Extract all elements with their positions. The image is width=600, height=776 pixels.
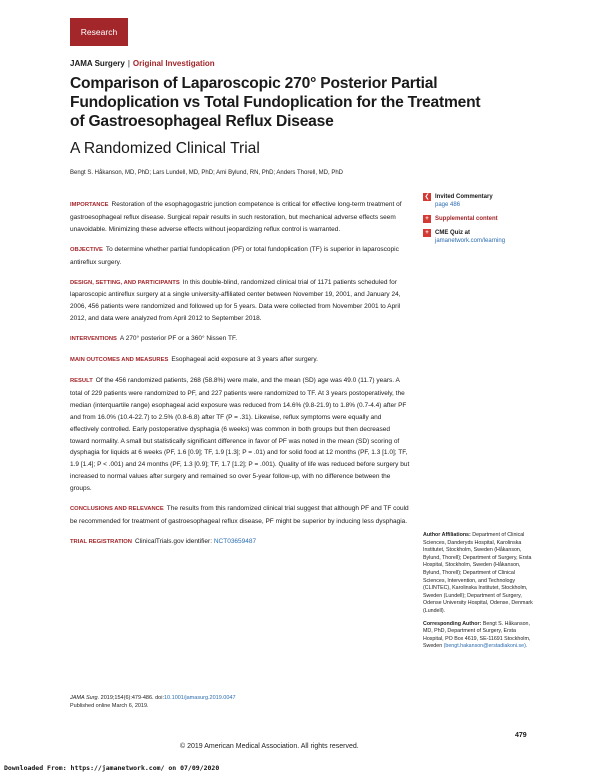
affiliations-heading: Author Affiliations: [423, 532, 471, 538]
invited-commentary-link[interactable] [423, 193, 533, 209]
sidebar-links [423, 193, 533, 251]
author-affiliations [423, 532, 535, 656]
doi-link[interactable]: 10.1001/jamasurg.2019.0047 [163, 695, 236, 701]
copyright: © 2019 American Medical Association. All rights reserved. [180, 743, 359, 750]
section-text: Esophageal acid exposure at 3 years after surgery. [171, 356, 318, 364]
article-type: Original Investigation [132, 59, 215, 68]
abstract-registration [70, 536, 410, 549]
journal-line [70, 59, 215, 68]
commentary-icon: ❮ [424, 194, 430, 200]
section-label: TRIAL REGISTRATION [70, 538, 132, 545]
email-link[interactable]: (bengt.hakanson@erstadiakoni.se). [443, 643, 528, 650]
abstract-conclusions [70, 503, 410, 528]
cme-quiz-link[interactable] [423, 229, 533, 245]
section-label: DESIGN, SETTING, AND PARTICIPANTS [70, 279, 180, 286]
section-label: CONCLUSIONS AND RELEVANCE [70, 506, 164, 513]
section-text: In this double-blind, randomized clinical trial of 1171 patients scheduled for laparoscopic antireflux surgery at a single university-affiliated center between November 19, 2001, and January 24, 2006, 456 patients were randomized and followed up for 5 years. Data were collected from November 2001 to April 2012, and data were analyzed from April 2012 to September 2018. [70, 278, 401, 323]
cme-quiz-url[interactable]: jamanetwork.com/learning [435, 238, 506, 244]
abstract-objective [70, 244, 410, 269]
section-text: ClinicalTrials.gov identifier: [134, 537, 213, 545]
abstract-outcomes [70, 354, 410, 367]
citation-block [70, 694, 236, 710]
citation-ref: 2019;154(6):479-486. doi: [100, 695, 164, 701]
citation-line [70, 694, 236, 702]
article-title: Comparison of Laparoscopic 270° Posterior Partial Fundoplication vs Total Fundoplication for the Treatment of Gastroesophageal Reflux Disease [70, 75, 481, 130]
abstract-importance [70, 199, 410, 236]
abstract [70, 199, 410, 557]
published-date: Published online March 6, 2019. [70, 703, 149, 709]
journal-name: JAMA Surgery [70, 59, 125, 68]
section-label: INTERVENTIONS [70, 336, 117, 343]
plus-icon: + [423, 229, 431, 237]
section-badge: Research [70, 18, 128, 46]
corresponding-text: Bengt S. Håkanson, MD, PhD, Department of Surgery, Ersta Hospital, PO Box 4619, SE-11691 Stockholm, Sweden [423, 620, 531, 650]
section-text: Restoration of the esophagogastric junction competence is critical for effective long-term treatment of gastroesophageal reflux disease. Surgical repair results in such restoration, but mechanical adverse effects seem unavoidable. Minimizing these adverse effects without jeopardizing reflux control is warranted. [70, 201, 402, 233]
download-stamp: Downloaded From: https://jamanetwork.com/ on 07/09/2020 [4, 764, 220, 772]
affiliations-text: Department of Clinical Sciences, Danderyds Hospital, Karolinska Institutet, Stockholm, Sweden (Håkanson, Bylund, Thorell); Department of Surgery, Ersta Hospital, Stockholm, Sweden (Håkanson, Bylund, Thorell); Department of Clinical Sciences, Intervention, and Technology (CLINTEC), Karolinska Institutet, Stockholm, Sweden (Lundell); Department of Surgery, Odense University Hospital, Odense, Denmark (Lundell). [423, 532, 533, 614]
journal-separator: | [127, 59, 130, 68]
section-text: A 270° posterior PF or a 360° Nissen TF. [119, 335, 238, 343]
author-list: Bengt S. Håkanson, MD, PhD; Lars Lundell, MD, PhD; Ami Bylund, RN, PhD; Anders Thorell, MD, PhD [70, 170, 344, 176]
article-subtitle: A Randomized Clinical Trial [70, 140, 260, 157]
section-text: The results from this randomized clinical trial suggest that although PF and TF could be recommended for treatment of gastroesophageal reflux disease, PF might be superior by inducing less dysphagia. [70, 505, 409, 525]
plus-icon: + [423, 215, 431, 223]
section-text: To determine whether partial fundoplication (PF) or total fundoplication (TF) is superior in laparoscopic antireflux surgery. [70, 245, 399, 266]
section-text: Of the 456 randomized patients, 268 (58.8%) were male, and the mean (SD) age was 49.0 (11.7) years. A total of 229 patients were randomized to PF, and 227 patients were randomized to TF. At 3 years postoperatively, the median (interquartile range) esophageal acid exposure was reduced from 14.6% (9.8-21.9) to 1.8% (0.7-4.4) after PF and from 16.0% (10.4-22.7) to 2.5% (0.8-6.8) after TF (P = .31). Likewise, reflux symptoms were equally and effectively controlled. Early postoperative dysphagia (6 weeks) was common in both groups but then decreased toward normality. A small but statistically significant difference in favor of PF was noted in the mean (SD) scoring of dysphagia for liquids at 6 weeks (PF, 1.6 [0.9]; TF, 1.9 [1.3]; P = .01) and for solid food at 12 months (PF, 1.3 [1.0]; TF, 1.9 [1.4]; P < .001) and 24 months (PF, 1.3 [0.9]; TF, 1.7 [1.2]; P = .001). Quality of life was reduced before surgery but increased to normal values after surgery and remained so over 5-year follow-up, with no difference between the groups. [70, 376, 410, 493]
abstract-design [70, 277, 410, 326]
section-label: RESULT [70, 377, 93, 384]
abstract-results [70, 375, 410, 495]
corresponding-heading: Corresponding Author: [423, 620, 482, 627]
invited-commentary-page[interactable]: page 486 [435, 202, 461, 208]
citation-journal: JAMA Surg. [70, 695, 100, 701]
page-number: 479 [515, 732, 527, 739]
cme-quiz-title: CME Quiz at [435, 230, 471, 236]
section-label: OBJECTIVE [70, 246, 103, 253]
corresponding-author [423, 621, 535, 651]
section-label: MAIN OUTCOMES AND MEASURES [70, 357, 169, 364]
trial-id-link[interactable]: NCT03659487 [213, 537, 257, 545]
abstract-interventions [70, 333, 410, 346]
section-label: IMPORTANCE [70, 202, 109, 208]
supplemental-content-link[interactable] [423, 215, 533, 223]
invited-commentary-title: Invited Commentary [435, 194, 493, 200]
supplemental-content-title[interactable]: Supplemental content [435, 216, 498, 222]
affiliations-paragraph [423, 532, 535, 616]
